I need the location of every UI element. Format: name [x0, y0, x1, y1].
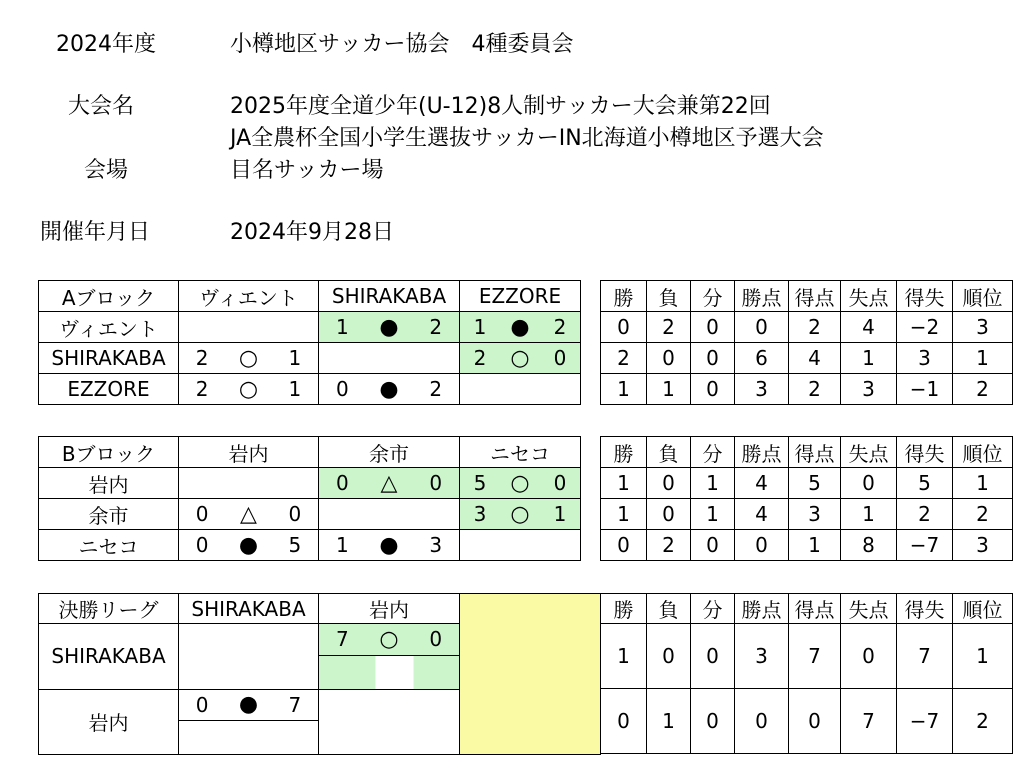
stat-header: 得点 — [789, 281, 841, 312]
final-league-title: 決勝リーグ — [39, 594, 179, 624]
col-team-1: ヴィエント — [179, 281, 319, 312]
stat-cell: 1 — [789, 530, 841, 561]
stat-cell: 1 — [841, 499, 897, 530]
stat-cell: 1 — [601, 468, 647, 499]
stat-cell: 1 — [647, 374, 691, 405]
stat-cell: 3 — [735, 624, 789, 689]
stat-cell: 2 — [789, 312, 841, 343]
stat-header: 分 — [691, 594, 735, 624]
stat-cell: 2 — [647, 312, 691, 343]
block-a-stats-table — [600, 280, 1013, 405]
date-label: 開催年月日 — [40, 220, 151, 245]
stat-cell: 5 — [789, 468, 841, 499]
self-cell — [319, 343, 460, 374]
stat-cell: 2 — [953, 689, 1013, 754]
match-cell: 3 ○ 1 — [460, 499, 581, 530]
final-league-match-table — [38, 593, 601, 755]
stat-cell: 0 — [601, 689, 647, 754]
block-a-match-table — [38, 280, 581, 405]
stat-cell: 2 — [953, 374, 1013, 405]
event-name-line1: 2025年度全道少年(U-12)8人制サッカー大会兼第22回 — [230, 94, 771, 119]
stat-cell: 0 — [691, 312, 735, 343]
match-cell: 2 ○ 1 — [179, 343, 319, 374]
stat-cell: −7 — [897, 530, 953, 561]
stat-cell: 0 — [601, 530, 647, 561]
stat-cell: 4 — [735, 468, 789, 499]
stat-cell: 2 — [953, 499, 1013, 530]
self-cell — [460, 374, 581, 405]
venue-label: 会場 — [84, 158, 129, 183]
row-team-1: 岩内 — [39, 468, 179, 499]
stat-header: 失点 — [841, 594, 897, 624]
stat-cell: 1 — [953, 468, 1013, 499]
match-cell: 7 ○ 0 — [319, 624, 460, 656]
stat-header: 負 — [647, 437, 691, 468]
stat-header: 勝 — [601, 437, 647, 468]
self-cell — [319, 689, 460, 755]
match-cell: 0 ● 5 — [179, 530, 319, 561]
stat-cell: 2 — [789, 374, 841, 405]
stat-header: 得点 — [789, 437, 841, 468]
col-team-2: 余市 — [319, 437, 460, 468]
stat-cell: 7 — [841, 689, 897, 754]
stat-cell: −2 — [897, 312, 953, 343]
date-value: 2024年9月28日 — [230, 220, 394, 245]
stat-header: 順位 — [953, 594, 1013, 624]
stat-cell: 0 — [647, 468, 691, 499]
match-cell: 1 ● 2 — [319, 312, 460, 343]
stat-cell: 2 — [601, 343, 647, 374]
stat-cell: −7 — [897, 689, 953, 754]
stat-cell: 6 — [735, 343, 789, 374]
stat-header: 分 — [691, 281, 735, 312]
stat-header: 失点 — [841, 437, 897, 468]
match-cell: 5 ○ 0 — [460, 468, 581, 499]
stat-cell: 3 — [789, 499, 841, 530]
match-cell: 2 ○ 0 — [460, 343, 581, 374]
stat-header: 勝点 — [735, 594, 789, 624]
self-cell — [179, 312, 319, 343]
stat-cell: 2 — [647, 530, 691, 561]
stat-cell: 0 — [735, 530, 789, 561]
blank-yellow-cell — [460, 594, 601, 755]
stat-header: 得失 — [897, 594, 953, 624]
stat-header: 勝 — [601, 281, 647, 312]
match-cell: 0 ● 2 — [319, 374, 460, 405]
stat-cell: −1 — [897, 374, 953, 405]
self-cell — [179, 468, 319, 499]
stat-cell: 0 — [735, 689, 789, 754]
match-cell-lower — [319, 655, 460, 689]
stat-cell: 1 — [691, 499, 735, 530]
stat-cell: 7 — [789, 624, 841, 689]
match-cell: 0 △ 0 — [319, 468, 460, 499]
match-cell: 1 ● 3 — [319, 530, 460, 561]
stat-cell: 4 — [789, 343, 841, 374]
stat-cell: 1 — [953, 343, 1013, 374]
stat-cell: 0 — [841, 624, 897, 689]
self-cell — [319, 499, 460, 530]
stat-header: 勝 — [601, 594, 647, 624]
block-b-title: Bブロック — [39, 437, 179, 468]
col-team-1: 岩内 — [179, 437, 319, 468]
stat-cell: 0 — [691, 343, 735, 374]
stat-header: 順位 — [953, 437, 1013, 468]
match-cell-lower — [179, 721, 319, 755]
stat-cell: 2 — [897, 499, 953, 530]
stat-cell: 0 — [735, 312, 789, 343]
stat-cell: 4 — [841, 312, 897, 343]
event-label: 大会名 — [68, 94, 135, 119]
stat-cell: 3 — [841, 374, 897, 405]
stat-cell: 1 — [841, 343, 897, 374]
col-team-2: 岩内 — [319, 594, 460, 624]
row-team-2: 余市 — [39, 499, 179, 530]
col-team-1: SHIRAKABA — [179, 594, 319, 624]
stat-cell: 1 — [601, 499, 647, 530]
stat-header: 順位 — [953, 281, 1013, 312]
stat-header: 負 — [647, 594, 691, 624]
stat-cell: 0 — [647, 343, 691, 374]
stat-cell: 0 — [691, 624, 735, 689]
stat-cell: 3 — [735, 374, 789, 405]
stat-cell: 0 — [601, 312, 647, 343]
stat-cell: 0 — [647, 624, 691, 689]
self-cell — [460, 530, 581, 561]
stat-header: 得失 — [897, 437, 953, 468]
stat-cell: 0 — [691, 689, 735, 754]
stat-header: 勝点 — [735, 281, 789, 312]
stat-cell: 1 — [953, 624, 1013, 689]
block-b-match-table — [38, 436, 581, 561]
row-team-3: ニセコ — [39, 530, 179, 561]
stat-cell: 3 — [897, 343, 953, 374]
row-team-1: ヴィエント — [39, 312, 179, 343]
col-team-3: EZZORE — [460, 281, 581, 312]
stat-header: 得点 — [789, 594, 841, 624]
block-a-title: Aブロック — [39, 281, 179, 312]
stat-cell: 1 — [601, 374, 647, 405]
stat-cell: 0 — [691, 530, 735, 561]
event-name-line2: JA全農杯全国小学生選抜サッカーIN北海道小樽地区予選大会 — [230, 126, 824, 151]
stat-cell: 0 — [841, 468, 897, 499]
stat-header: 失点 — [841, 281, 897, 312]
stat-cell: 1 — [601, 624, 647, 689]
stat-cell: 0 — [647, 499, 691, 530]
stat-header: 勝点 — [735, 437, 789, 468]
stat-header: 分 — [691, 437, 735, 468]
stat-cell: 0 — [789, 689, 841, 754]
stat-cell: 8 — [841, 530, 897, 561]
stat-cell: 5 — [897, 468, 953, 499]
season-year: 2024年度 — [56, 32, 156, 57]
row-team-2: SHIRAKABA — [39, 343, 179, 374]
block-b-stats-table — [600, 436, 1013, 561]
self-cell — [179, 624, 319, 690]
stat-cell: 7 — [897, 624, 953, 689]
stat-cell: 3 — [953, 312, 1013, 343]
match-cell: 0 △ 0 — [179, 499, 319, 530]
stat-cell: 4 — [735, 499, 789, 530]
row-team-2: 岩内 — [39, 689, 179, 755]
stat-header: 得失 — [897, 281, 953, 312]
stat-header: 負 — [647, 281, 691, 312]
stat-cell: 1 — [691, 468, 735, 499]
col-team-3: ニセコ — [460, 437, 581, 468]
final-league-stats-table — [600, 593, 1013, 754]
association-name: 小樽地区サッカー協会 4種委員会 — [230, 32, 574, 57]
stat-cell: 0 — [691, 374, 735, 405]
match-cell: 1 ● 2 — [460, 312, 581, 343]
row-team-3: EZZORE — [39, 374, 179, 405]
match-cell: 0 ● 7 — [179, 689, 319, 721]
row-team-1: SHIRAKABA — [39, 624, 179, 690]
col-team-2: SHIRAKABA — [319, 281, 460, 312]
venue-name: 目名サッカー場 — [230, 158, 384, 183]
stat-cell: 1 — [647, 689, 691, 754]
match-cell: 2 ○ 1 — [179, 374, 319, 405]
stat-cell: 3 — [953, 530, 1013, 561]
